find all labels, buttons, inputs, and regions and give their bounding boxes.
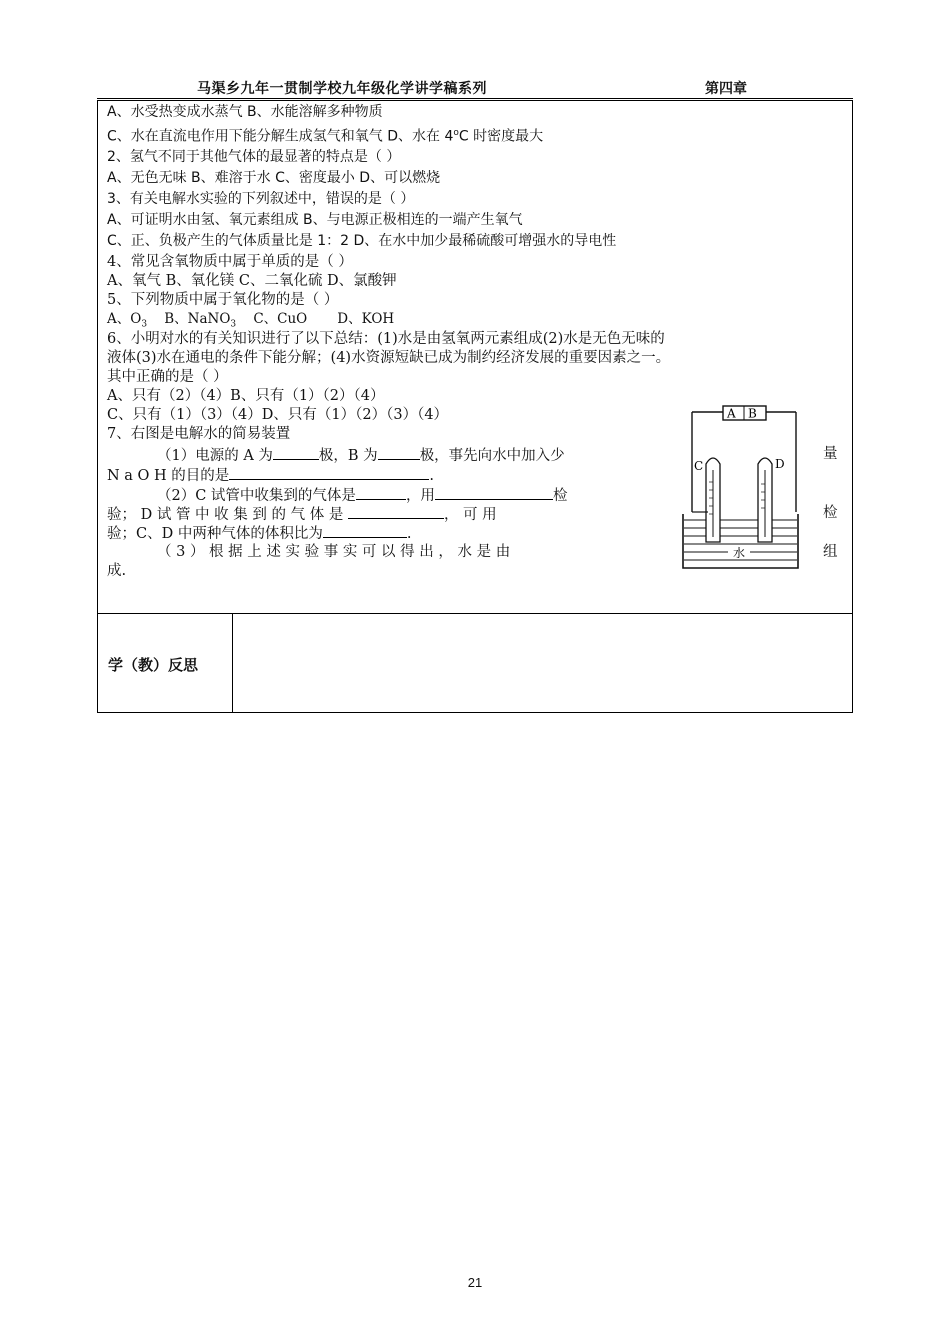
q3-option-1: A、可证明水由氢、氧元素组成 B、与电源正极相连的一端产生氧气	[107, 212, 523, 228]
q7-part2-text-a: （2）C 试管中收集到的气体是	[157, 488, 356, 504]
row-divider	[98, 613, 852, 614]
q7-part1-text-a: （1）电源的 A 为	[157, 448, 273, 464]
q7-part1-end: 量	[823, 446, 838, 462]
q4-stem: 4、常见含氧物质中属于单质的是（ ）	[107, 254, 353, 270]
answer-blank[interactable]	[356, 485, 406, 500]
q2-stem: 2、氢气不同于其他气体的最显著的特点是（ ）	[107, 149, 401, 165]
q7-part1-text-b: 极，B 为	[318, 448, 378, 464]
q7-part1-line2	[107, 465, 434, 486]
q6-option-1: A、只有（2）（4）B、只有（1）（2）（4）	[107, 388, 385, 404]
q7-part2-line2-text-b: ， 可 用	[443, 507, 497, 523]
q4-options: A、氧气 B、氧化镁 C、二氧化硫 D、氯酸钾	[107, 273, 397, 289]
period: .	[406, 526, 412, 542]
subscript: 3	[141, 319, 148, 330]
q7-part3-line2: 成.	[107, 563, 127, 579]
label-c: C	[694, 459, 704, 473]
q7-part2	[157, 485, 567, 506]
answer-blank[interactable]	[435, 485, 553, 500]
q7-part3-end: 组	[823, 544, 838, 560]
page-number: 21	[467, 1275, 483, 1290]
q6-option-2: C、只有（1）（3）（4）D、只有（1）（2）（3）（4）	[107, 407, 449, 423]
q1-line2	[107, 124, 543, 147]
q3-option-2: C、正、负极产生的气体质量比是 1：2 D、在水中加少最稀硫酸可增强水的导电性	[107, 233, 617, 249]
q7-part2-text-c: 检	[552, 488, 568, 504]
column-divider	[232, 613, 233, 713]
q7-part1-line2-text: N a O H 的目的是	[107, 468, 230, 484]
q5-stem: 5、下列物质中属于氧化物的是（ ）	[107, 292, 339, 308]
q5-option-b: B、NaNO	[164, 311, 231, 327]
q7-part1-text-c: 极，事先向水中加入少	[419, 448, 565, 464]
q6-line2: 液体(3)水在通电的条件下能分解；(4)水资源短缺已成为制约经济发展的重要因素之一。	[107, 350, 671, 366]
q6-line1: 6、小明对水的有关知识进行了以下总结：(1)水是由氢氧两元素组成(2)水是无色无味的	[107, 331, 665, 347]
q7-part1	[157, 445, 565, 466]
period: .	[429, 468, 434, 484]
page-header	[97, 76, 853, 99]
q7-part2-text-b: ，用	[405, 488, 435, 504]
answer-blank[interactable]	[323, 523, 407, 538]
q7-part2-line2	[107, 504, 497, 525]
degree-superscript: o	[453, 128, 459, 138]
subscript: 3	[230, 319, 237, 330]
q5-option-d: D、KOH	[337, 311, 395, 327]
q3-stem: 3、有关电解水实验的下列叙述中，错误的是（ ）	[107, 191, 415, 207]
q1-line2-text: C、水在直流电作用下能分解生成氢气和氧气 D、水在 4	[107, 128, 454, 145]
q7-part3: （ 3 ） 根 据 上 述 实 验 事 实 可 以 得 出 ， 水 是 由	[157, 544, 511, 560]
answer-blank[interactable]	[229, 465, 429, 480]
label-d: D	[775, 457, 785, 471]
q1-line1: A、水受热变成水蒸气 B、水能溶解多种物质	[107, 104, 383, 120]
answer-blank[interactable]	[273, 445, 319, 460]
q6-line3: 其中正确的是（ ）	[107, 369, 228, 385]
q7-stem: 7、右图是电解水的简易装置	[107, 426, 291, 442]
reflection-label: 学（教）反思	[108, 656, 199, 674]
header-chapter: 第四章	[705, 81, 747, 97]
q7-part2-line2-end: 检	[823, 505, 838, 521]
q1-line2-tail: C 时密度最大	[458, 128, 544, 145]
q7-part2-line3	[107, 523, 411, 544]
q7-part2-line2-text-a: 验； D 试 管 中 收 集 到 的 气 体 是	[107, 507, 344, 523]
header-title: 马渠乡九年一贯制学校九年级化学讲学稿系列	[197, 81, 487, 97]
label-b: B	[748, 406, 757, 421]
answer-blank[interactable]	[348, 504, 444, 519]
label-water: 水	[733, 546, 746, 560]
electrolysis-apparatus-figure	[678, 402, 803, 574]
label-a: A	[727, 406, 736, 421]
q7-part2-line3-text: 验；C、D 中两种气体的体积比为	[107, 526, 323, 542]
answer-blank[interactable]	[378, 445, 420, 460]
q2-options: A、无色无味 B、难溶于水 C、密度最小 D、可以燃烧	[107, 170, 441, 186]
q5-option-c: C、CuO	[253, 311, 308, 327]
q5-option-a: A、O	[107, 311, 142, 327]
